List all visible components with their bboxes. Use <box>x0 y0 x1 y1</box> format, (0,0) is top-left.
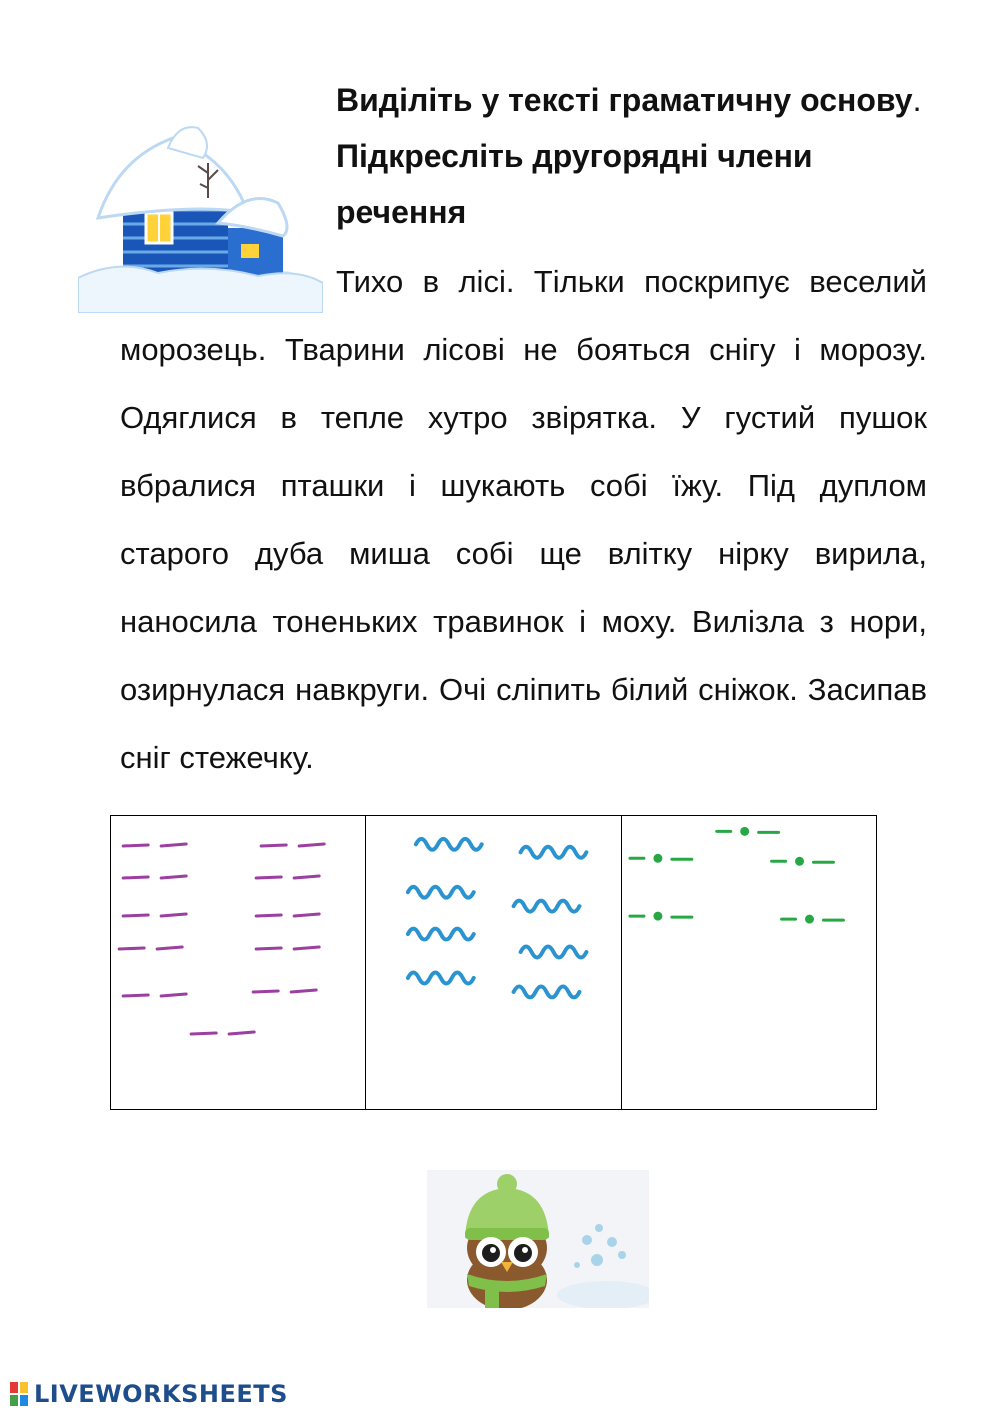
task-heading-part1: Виділіть у тексті граматичну основу <box>336 82 913 118</box>
dash-dot-marker <box>630 913 692 919</box>
wave-marker <box>521 947 587 958</box>
liveworksheets-brand: LIVEWORKSHEETS <box>34 1380 288 1408</box>
story-rest: морозець. Тварини лісові не бояться снігу і морозу. Одяглися в тепле хутро звірятка. У густий пушок вбралися пташки і шукають собі їжу. Під дуплом старого дуба миша собі ще влітку нірку вирила, наносила тоненьких травинок і моху. Вилізла з нори, озирнулася навкруги. Очі сліпить білий сніжок. Засипав сніг стежечку. <box>120 332 927 775</box>
wave-marker <box>416 839 482 850</box>
dash-marker <box>261 844 324 846</box>
dash-marker <box>256 876 319 878</box>
story-first-line: Тихо в лісі. Тільки поскрипує веселий <box>336 264 927 299</box>
dash-marker <box>256 914 319 916</box>
wave-marker <box>408 929 474 940</box>
dash-marker <box>256 947 319 949</box>
dash-dot-marker <box>781 916 843 922</box>
secondary-markers-cell[interactable] <box>622 816 876 1109</box>
wave-marker <box>514 901 580 912</box>
wave-marker <box>408 972 474 983</box>
dash-marker <box>119 947 182 949</box>
predicate-markers-cell[interactable] <box>366 816 621 1109</box>
task-heading-part2: Підкресліть другорядні члени речення <box>336 138 813 230</box>
answer-table <box>110 815 877 1110</box>
owl-image <box>427 1170 649 1308</box>
story-text <box>120 248 927 792</box>
dash-marker <box>123 844 186 846</box>
dash-markers <box>111 816 365 1109</box>
dash-dot-marker <box>716 828 778 834</box>
dash-marker <box>123 914 186 916</box>
subject-markers-cell[interactable] <box>111 816 366 1109</box>
wave-marker <box>408 887 474 898</box>
dash-marker <box>123 994 186 996</box>
task-heading <box>336 72 936 240</box>
dash-dot-marker <box>630 855 692 861</box>
dash-marker <box>253 990 316 992</box>
task-heading-dot: . <box>912 82 922 118</box>
wave-marker <box>514 986 580 997</box>
dash-dot-markers <box>622 816 876 1109</box>
dash-dot-marker <box>771 858 833 864</box>
dash-marker <box>123 876 186 878</box>
wave-markers <box>366 816 620 1109</box>
liveworksheets-footer[interactable] <box>8 1378 288 1410</box>
wave-marker <box>521 847 587 858</box>
dash-marker <box>191 1032 254 1034</box>
liveworksheets-logo-icon <box>8 1380 30 1408</box>
